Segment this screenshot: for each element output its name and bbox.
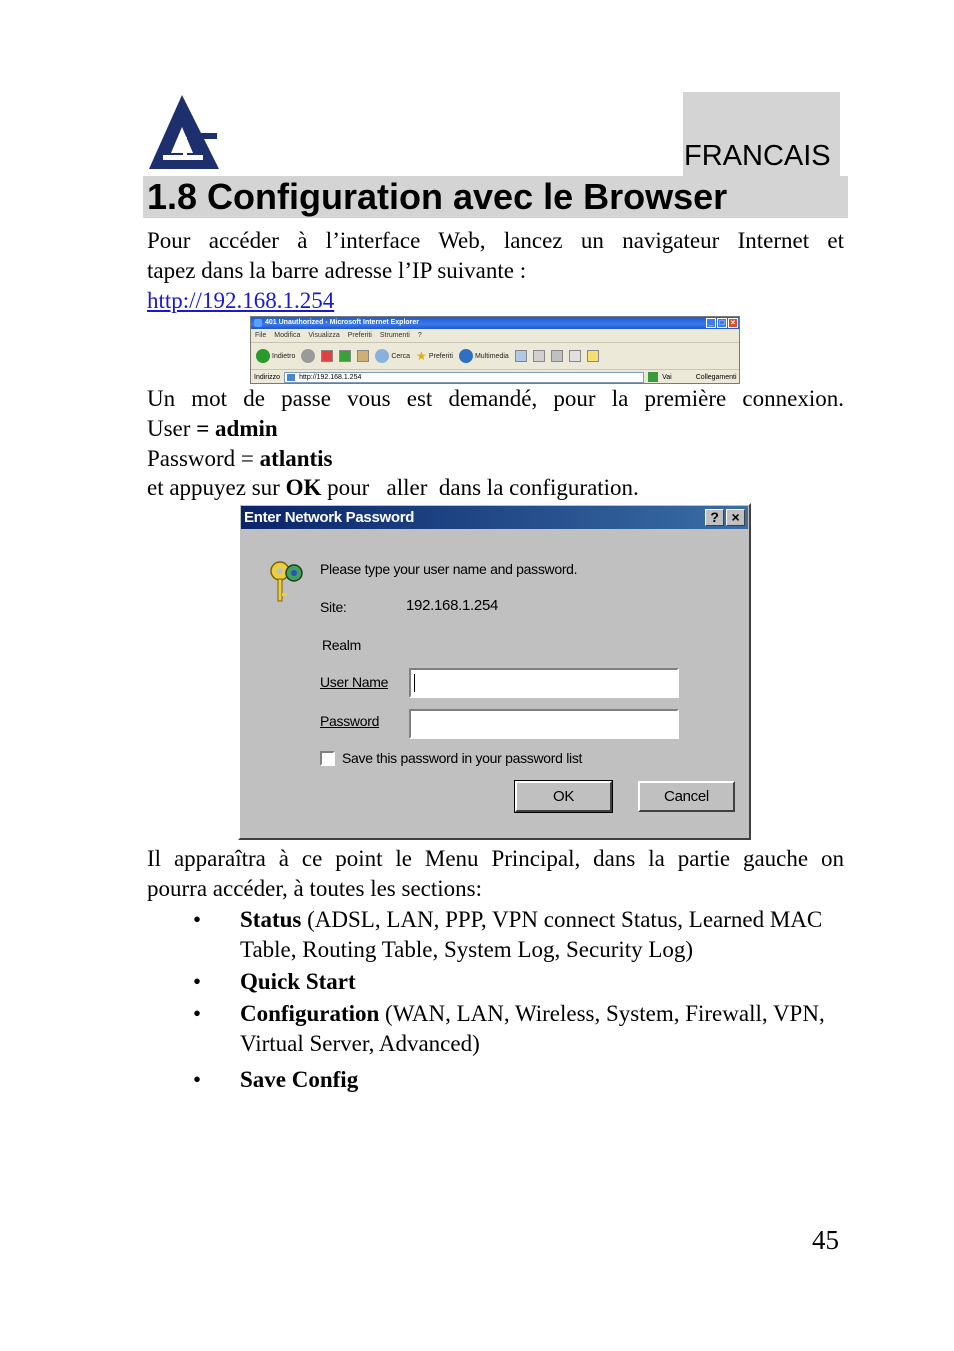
menu-intro-line-2: pourra accéder, à toutes les sections: <box>147 876 482 901</box>
folder-icon[interactable] <box>587 350 599 362</box>
site-value: 192.168.1.254 <box>406 597 499 614</box>
menu-file[interactable]: File <box>255 332 267 339</box>
username-label: User Name <box>320 674 389 690</box>
address-bar <box>251 370 739 384</box>
password-value: atlantis <box>259 446 333 471</box>
edit-icon[interactable] <box>569 350 581 362</box>
search-button[interactable]: Cerca <box>375 349 410 363</box>
intro-line-1: Pour accéder à l’interface Web, lancez un navigateur Internet et <box>147 228 844 253</box>
list-item-configuration: • Configuration (WAN, LAN, Wireless, System, Firewall, VPN, Virtual Server, Advanced) <box>193 999 844 1059</box>
router-url-link[interactable]: http://192.168.1.254 <box>147 288 335 313</box>
history-icon[interactable] <box>515 350 527 362</box>
media-icon <box>459 349 473 363</box>
list-item-save-config: • Save Config <box>193 1065 844 1095</box>
atlantis-logo <box>147 93 221 171</box>
intro-line-2: tapez dans la barre adresse l’IP suivante : <box>147 258 527 283</box>
page-number: 45 <box>812 1225 839 1255</box>
site-label: Site: <box>320 599 347 615</box>
cancel-button[interactable]: Cancel <box>638 781 735 812</box>
ok-instruction: et appuyez sur OK pour aller dans la configuration. <box>147 475 639 500</box>
help-icon[interactable]: ? <box>705 509 724 526</box>
star-icon: ★ <box>416 349 427 363</box>
browser-toolbar <box>251 343 739 370</box>
menu-visualizza[interactable]: Visualizza <box>308 332 340 339</box>
ie-icon <box>254 319 262 327</box>
back-button[interactable]: Indietro <box>256 349 295 363</box>
dialog-title-bar <box>241 506 748 529</box>
section-list <box>193 905 844 1095</box>
save-password-label: Save this password in your password list <box>342 750 583 766</box>
network-password-dialog <box>238 503 751 840</box>
menu-strumenti[interactable]: Strumenti <box>379 332 410 339</box>
browser-screenshot <box>250 316 740 384</box>
close-icon[interactable]: × <box>726 509 745 526</box>
save-password-checkbox[interactable] <box>320 751 335 766</box>
address-input[interactable]: http://192.168.1.254 <box>284 372 644 383</box>
back-arrow-icon <box>256 349 270 363</box>
password-label: Password <box>320 713 380 729</box>
user-line: User = admin <box>147 416 278 441</box>
text-cursor <box>414 674 415 692</box>
realm-label: Realm <box>322 637 361 653</box>
media-button[interactable]: Multimedia <box>459 349 509 363</box>
forward-arrow-icon <box>301 349 315 363</box>
go-icon[interactable] <box>648 372 658 382</box>
stop-icon[interactable] <box>321 350 333 362</box>
password-line: Password = atlantis <box>147 446 333 471</box>
username-input[interactable] <box>409 668 679 698</box>
section-title: 1.8 Configuration avec le Browser <box>143 176 848 218</box>
menu-intro-line-1: Il apparaîtra à ce point le Menu Principal, dans la partie gauche on <box>147 846 844 871</box>
password-input[interactable] <box>409 709 679 739</box>
favorites-button[interactable]: ★ Preferiti <box>416 349 453 363</box>
close-icon[interactable]: × <box>728 318 738 328</box>
dialog-instruction: Please type your user name and password. <box>320 561 578 577</box>
keys-icon <box>268 559 308 605</box>
ok-button[interactable]: OK <box>515 781 612 812</box>
menu-modifica[interactable]: Modifica <box>274 332 301 339</box>
language-label: FRANCAIS <box>683 92 840 176</box>
address-label: Indirizzo <box>254 373 281 381</box>
browser-title: 401 Unauthorized - Microsoft Internet Explorer <box>265 319 420 326</box>
list-item-quick-start: • Quick Start <box>193 967 844 997</box>
user-value: admin <box>215 416 278 441</box>
mail-icon[interactable] <box>533 350 545 362</box>
minimize-icon[interactable]: _ <box>706 318 716 328</box>
forward-button[interactable] <box>301 349 315 363</box>
browser-title-bar <box>251 317 739 329</box>
search-icon <box>375 349 389 363</box>
dialog-title: Enter Network Password <box>244 509 415 526</box>
links-label[interactable]: Collegamenti <box>695 373 737 381</box>
maximize-icon[interactable]: □ <box>717 318 727 328</box>
refresh-icon[interactable] <box>339 350 351 362</box>
menu-help[interactable]: ? <box>417 332 422 339</box>
home-icon[interactable] <box>357 350 369 362</box>
menu-preferiti[interactable]: Preferiti <box>347 332 372 339</box>
go-label[interactable]: Vai <box>662 373 672 381</box>
list-item-status: • Status (ADSL, LAN, PPP, VPN connect Status, Learned MAC Table, Routing Table, System Log, Security Log) <box>193 905 844 965</box>
password-prompt: Un mot de passe vous est demandé, pour la première connexion. <box>147 386 844 411</box>
print-icon[interactable] <box>551 350 563 362</box>
browser-menu-bar <box>251 329 739 343</box>
